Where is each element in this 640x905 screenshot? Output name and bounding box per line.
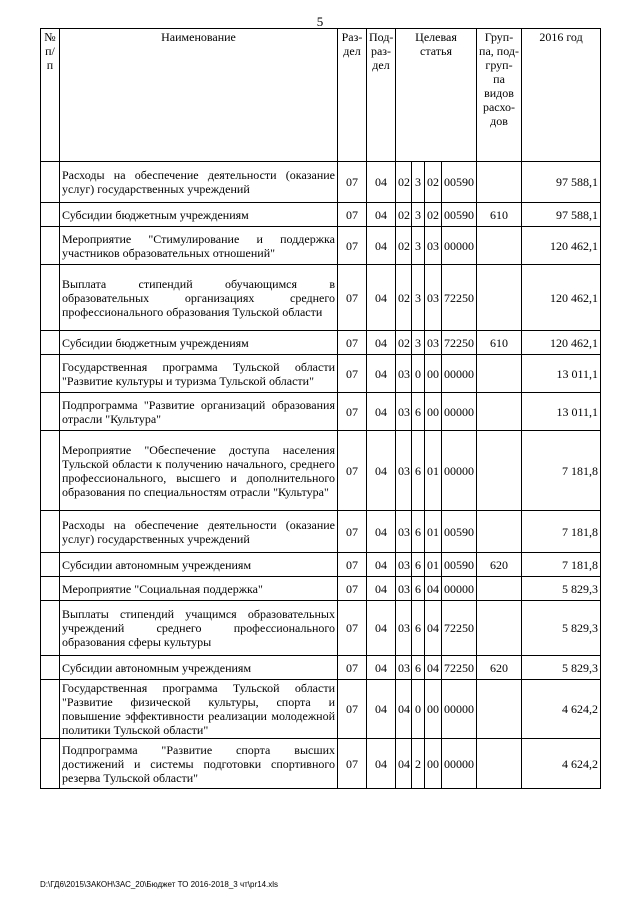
table-row <box>41 656 601 680</box>
row-amount: 120 462,1 <box>522 331 601 355</box>
row-expense-group <box>477 511 522 553</box>
table-row <box>41 739 601 789</box>
row-num <box>41 355 60 393</box>
row-amount: 5 829,3 <box>522 577 601 601</box>
row-podrazdel: 04 <box>367 553 396 577</box>
row-target-2: 3 <box>412 162 425 203</box>
row-target-1: 03 <box>396 577 412 601</box>
row-target-3: 00 <box>425 355 442 393</box>
row-amount: 7 181,8 <box>522 553 601 577</box>
row-expense-group <box>477 355 522 393</box>
row-name: Мероприятие "Стимулирование и поддержка участников образовательных отношений" <box>60 227 338 265</box>
row-num <box>41 162 60 203</box>
row-razdel: 07 <box>338 739 367 789</box>
row-podrazdel: 04 <box>367 739 396 789</box>
row-target-2: 2 <box>412 739 425 789</box>
row-razdel: 07 <box>338 431 367 511</box>
row-target-1: 03 <box>396 511 412 553</box>
row-target-1: 02 <box>396 265 412 331</box>
row-target-1: 03 <box>396 355 412 393</box>
row-podrazdel: 04 <box>367 162 396 203</box>
row-num <box>41 203 60 227</box>
row-razdel: 07 <box>338 227 367 265</box>
row-razdel: 07 <box>338 393 367 431</box>
row-target-1: 03 <box>396 393 412 431</box>
row-num <box>41 577 60 601</box>
row-target-4: 72250 <box>442 331 477 355</box>
row-amount: 97 588,1 <box>522 162 601 203</box>
row-target-1: 02 <box>396 162 412 203</box>
row-target-1: 03 <box>396 431 412 511</box>
row-amount: 4 624,2 <box>522 680 601 739</box>
row-name: Субсидии бюджетным учреждениям <box>60 203 338 227</box>
header-year-2016: 2016 год <box>522 29 601 162</box>
row-expense-group <box>477 431 522 511</box>
row-amount: 120 462,1 <box>522 265 601 331</box>
table-row <box>41 265 601 331</box>
row-target-1: 02 <box>396 203 412 227</box>
row-razdel: 07 <box>338 203 367 227</box>
row-razdel: 07 <box>338 680 367 739</box>
row-name: Мероприятие "Социальная поддержка" <box>60 577 338 601</box>
row-podrazdel: 04 <box>367 203 396 227</box>
row-expense-group <box>477 227 522 265</box>
row-amount: 7 181,8 <box>522 511 601 553</box>
row-num <box>41 739 60 789</box>
table-row <box>41 431 601 511</box>
file-path-footer: D:\ГД6\2015\ЗАКОН\ЗАС_20\Бюджет ТО 2016-2018_3 чт\pr14.xls <box>40 880 279 889</box>
row-target-2: 6 <box>412 511 425 553</box>
header-expense-group: Груп- па, под- груп- па видов расхо- дов <box>477 29 522 162</box>
table-row <box>41 162 601 203</box>
row-razdel: 07 <box>338 577 367 601</box>
row-amount: 13 011,1 <box>522 355 601 393</box>
row-target-3: 04 <box>425 577 442 601</box>
header-name: Наименование <box>60 29 338 162</box>
row-target-3: 03 <box>425 331 442 355</box>
row-num <box>41 431 60 511</box>
row-podrazdel: 04 <box>367 680 396 739</box>
row-razdel: 07 <box>338 601 367 656</box>
row-target-4: 00590 <box>442 203 477 227</box>
row-amount: 13 011,1 <box>522 393 601 431</box>
row-target-2: 6 <box>412 431 425 511</box>
header-podrazdel: Под- раз- дел <box>367 29 396 162</box>
row-target-4: 00590 <box>442 553 477 577</box>
row-expense-group: 610 <box>477 203 522 227</box>
table-row <box>41 331 601 355</box>
page-number: 5 <box>316 14 324 29</box>
row-num <box>41 553 60 577</box>
row-amount: 7 181,8 <box>522 431 601 511</box>
row-target-3: 02 <box>425 162 442 203</box>
row-name: Выплата стипендий обучающимся в образовательных организациях среднего профессионального образования Тульской области <box>60 265 338 331</box>
row-podrazdel: 04 <box>367 393 396 431</box>
table-header-row <box>41 29 601 162</box>
row-name: Выплаты стипендий учащимся образовательных учреждений среднего профессионального образования сферы культуры <box>60 601 338 656</box>
row-target-3: 01 <box>425 553 442 577</box>
row-target-4: 00000 <box>442 577 477 601</box>
row-expense-group: 610 <box>477 331 522 355</box>
row-expense-group <box>477 680 522 739</box>
row-target-3: 00 <box>425 393 442 431</box>
row-target-2: 0 <box>412 355 425 393</box>
row-target-2: 6 <box>412 577 425 601</box>
row-target-3: 01 <box>425 431 442 511</box>
row-target-1: 02 <box>396 331 412 355</box>
row-target-1: 04 <box>396 739 412 789</box>
row-target-1: 04 <box>396 680 412 739</box>
row-target-2: 3 <box>412 331 425 355</box>
header-razdel: Раз- дел <box>338 29 367 162</box>
row-target-4: 00000 <box>442 393 477 431</box>
row-amount: 5 829,3 <box>522 656 601 680</box>
row-target-4: 00000 <box>442 680 477 739</box>
row-target-1: 02 <box>396 227 412 265</box>
row-razdel: 07 <box>338 331 367 355</box>
row-amount: 4 624,2 <box>522 739 601 789</box>
row-expense-group <box>477 393 522 431</box>
row-target-2: 3 <box>412 265 425 331</box>
row-name: Расходы на обеспечение деятельности (оказание услуг) государственных учреждений <box>60 162 338 203</box>
row-target-4: 72250 <box>442 265 477 331</box>
row-expense-group <box>477 601 522 656</box>
header-target-article: Целевая статья <box>396 29 477 162</box>
row-target-1: 03 <box>396 601 412 656</box>
row-target-4: 00590 <box>442 162 477 203</box>
row-amount: 97 588,1 <box>522 203 601 227</box>
row-target-4: 72250 <box>442 656 477 680</box>
row-target-3: 03 <box>425 227 442 265</box>
row-target-2: 6 <box>412 656 425 680</box>
row-target-3: 02 <box>425 203 442 227</box>
row-num <box>41 680 60 739</box>
row-expense-group <box>477 739 522 789</box>
row-num <box>41 265 60 331</box>
row-target-4: 72250 <box>442 601 477 656</box>
row-target-1: 03 <box>396 656 412 680</box>
row-num <box>41 511 60 553</box>
row-target-3: 01 <box>425 511 442 553</box>
row-target-2: 3 <box>412 227 425 265</box>
row-name: Субсидии автономным учреждениям <box>60 553 338 577</box>
table-row <box>41 393 601 431</box>
row-target-2: 6 <box>412 601 425 656</box>
header-num: № п/ п <box>41 29 60 162</box>
row-amount: 5 829,3 <box>522 601 601 656</box>
row-name: Субсидии бюджетным учреждениям <box>60 331 338 355</box>
row-target-2: 0 <box>412 680 425 739</box>
table-row <box>41 553 601 577</box>
row-num <box>41 331 60 355</box>
row-name: Государственная программа Тульской области "Развитие физической культуры, спорта и повышение эффективности реализации молодежной политики Тульской области" <box>60 680 338 739</box>
row-name: Подпрограмма "Развитие организаций образования отрасли "Культура" <box>60 393 338 431</box>
table-row <box>41 203 601 227</box>
table-row <box>41 511 601 553</box>
row-expense-group <box>477 577 522 601</box>
row-expense-group: 620 <box>477 553 522 577</box>
row-target-4: 00000 <box>442 355 477 393</box>
row-name: Субсидии автономным учреждениям <box>60 656 338 680</box>
table-row <box>41 601 601 656</box>
row-target-3: 04 <box>425 601 442 656</box>
row-razdel: 07 <box>338 355 367 393</box>
row-target-4: 00000 <box>442 227 477 265</box>
row-expense-group: 620 <box>477 656 522 680</box>
row-target-2: 3 <box>412 203 425 227</box>
row-num <box>41 656 60 680</box>
row-razdel: 07 <box>338 553 367 577</box>
row-podrazdel: 04 <box>367 511 396 553</box>
row-expense-group <box>477 162 522 203</box>
row-podrazdel: 04 <box>367 577 396 601</box>
row-razdel: 07 <box>338 265 367 331</box>
row-amount: 120 462,1 <box>522 227 601 265</box>
table-row <box>41 680 601 739</box>
row-target-2: 6 <box>412 553 425 577</box>
row-razdel: 07 <box>338 511 367 553</box>
row-target-4: 00590 <box>442 511 477 553</box>
row-expense-group <box>477 265 522 331</box>
row-target-1: 03 <box>396 553 412 577</box>
row-target-4: 00000 <box>442 739 477 789</box>
row-target-3: 00 <box>425 680 442 739</box>
row-target-3: 03 <box>425 265 442 331</box>
row-target-2: 6 <box>412 393 425 431</box>
row-name: Расходы на обеспечение деятельности (оказание услуг) государственных учреждений <box>60 511 338 553</box>
table-row <box>41 355 601 393</box>
row-podrazdel: 04 <box>367 656 396 680</box>
row-name: Подпрограмма "Развитие спорта высших достижений и системы подготовки спортивного резерва Тульской области" <box>60 739 338 789</box>
row-target-4: 00000 <box>442 431 477 511</box>
row-podrazdel: 04 <box>367 431 396 511</box>
row-name: Мероприятие "Обеспечение доступа населения Тульской области к получению начального, среднего профессионального, высшего и дополнительного образования по специальностям отрасли "Культура" <box>60 431 338 511</box>
row-name: Государственная программа Тульской области "Развитие культуры и туризма Тульской области" <box>60 355 338 393</box>
table-row <box>41 227 601 265</box>
row-num <box>41 227 60 265</box>
row-num <box>41 393 60 431</box>
row-razdel: 07 <box>338 162 367 203</box>
table-row <box>41 577 601 601</box>
row-podrazdel: 04 <box>367 331 396 355</box>
budget-table <box>40 28 601 789</box>
row-podrazdel: 04 <box>367 227 396 265</box>
row-target-3: 00 <box>425 739 442 789</box>
row-target-3: 04 <box>425 656 442 680</box>
row-podrazdel: 04 <box>367 601 396 656</box>
row-razdel: 07 <box>338 656 367 680</box>
row-podrazdel: 04 <box>367 355 396 393</box>
row-podrazdel: 04 <box>367 265 396 331</box>
row-num <box>41 601 60 656</box>
